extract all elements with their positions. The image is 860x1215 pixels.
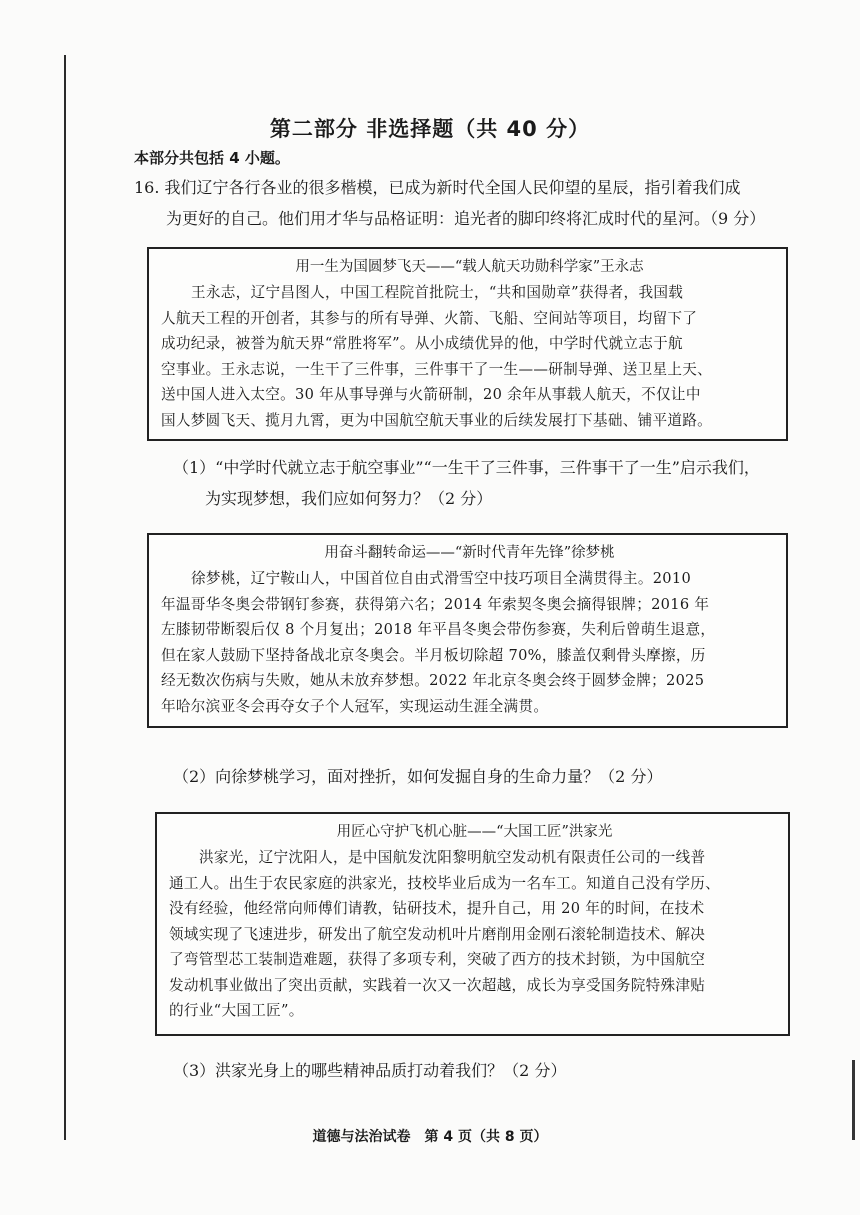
section-note: 本部分共包括 4 小题。 — [134, 149, 290, 167]
material-line: 发动机事业做出了突出贡献，实践着一次又一次超越，成长为享受国务院特殊津贴 — [169, 976, 706, 994]
material-line: 年哈尔滨亚冬会再夺女子个人冠军，实现运动生涯全满贯。 — [161, 697, 549, 715]
material-line: 领域实现了飞速进步，研发出了航空发动机叶片磨削用金刚石滚轮制造技术、解决 — [169, 925, 706, 943]
question-16-line-2: 为更好的自己。他们用才华与品格证明：追光者的脚印终将汇成时代的星河。（9 分） — [166, 209, 766, 228]
material-line: 年温哥华冬奥会带钢钉参赛，获得第六名；2014 年索契冬奥会摘得银牌；2016 年 — [161, 595, 710, 613]
section-heading: 第二部分 非选择题（共 40 分） — [269, 117, 591, 141]
material-title: 用匠心守护飞机心脏——“大国工匠”洪家光 — [336, 824, 613, 840]
material-box-hong-jiaguang — [155, 812, 790, 1036]
page-footer: 道德与法治试卷 第 4 页（共 8 页） — [312, 1129, 548, 1145]
material-line: 王永志，辽宁昌图人，中国工程院首批院士，“共和国勋章”获得者，我国载 — [191, 284, 684, 301]
material-box-xu-mengtao — [147, 533, 788, 728]
material-title: 用一生为国圆梦飞天——“载人航天功勋科学家”王永志 — [295, 259, 644, 275]
sub-question-1-line-1: （1）“中学时代就立志于航空事业”“一生干了三件事，三件事干了一生”启示我们， — [173, 458, 760, 477]
material-line: 徐梦桃，辽宁鞍山人，中国首位自由式滑雪空中技巧项目全满贯得主。2010 — [191, 570, 692, 587]
material-line: 的行业“大国工匠”。 — [169, 1002, 304, 1019]
material-box-wang-yongzhi — [147, 247, 788, 441]
material-line: 但在家人鼓励下坚持备战北京冬奥会。半月板切除超 70%，膝盖仅剩骨头摩擦，历 — [161, 646, 706, 664]
sub-question-3: （3）洪家光身上的哪些精神品质打动着我们？（2 分） — [173, 1061, 567, 1080]
sub-question-1-line-2: 为实现梦想，我们应如何努力？（2 分） — [205, 489, 493, 508]
question-16-line-1: 16. 我们辽宁各行各业的很多楷模，已成为新时代全国人民仰望的星辰，指引着我们成 — [134, 178, 741, 197]
material-line: 国人梦圆飞天、揽月九霄，更为中国航空航天事业的后续发展打下基础、铺平道路。 — [161, 411, 713, 429]
sub-question-2: （2）向徐梦桃学习，面对挫折，如何发掘自身的生命力量？（2 分） — [173, 767, 663, 786]
material-line: 空事业。王永志说，一生干了三件事，三件事干了一生——研制导弹、送卫星上天、 — [161, 360, 713, 378]
material-line: 没有经验，他经常向师傅们请教，钻研技术，提升自己，用 20 年的时间，在技术 — [169, 900, 705, 917]
binding-margin-line — [64, 55, 66, 1140]
material-line: 了弯管型芯工装制造难题，获得了多项专利，突破了西方的技术封锁，为中国航空 — [169, 951, 706, 968]
material-line: 送中国人进入太空。30 年从事导弹与火箭研制，20 余年从事载人航天，不仅让中 — [161, 386, 701, 403]
material-line: 经无数次伤病与失败，她从未放弃梦想。2022 年北京冬奥会终于圆梦金牌；2025 — [161, 672, 705, 689]
material-title: 用奋斗翻转命运——“新时代青年先锋”徐梦桃 — [324, 545, 615, 561]
material-line: 通工人。出生于农民家庭的洪家光，技校毕业后成为一名车工。知道自己没有学历、 — [169, 874, 721, 892]
material-line: 左膝韧带断裂后仅 8 个月复出；2018 年平昌冬奥会带伤参赛，失利后曾萌生退意， — [161, 621, 716, 638]
material-line: 洪家光，辽宁沈阳人，是中国航发沈阳黎明航空发动机有限责任公司的一线普 — [199, 849, 706, 866]
material-line: 成功纪录，被誉为航天界“常胜将军”。从小成绩优异的他，中学时代就立志于航 — [161, 335, 683, 352]
material-line: 人航天工程的开创者，其参与的所有导弹、火箭、飞船、空间站等项目，均留下了 — [161, 309, 698, 327]
